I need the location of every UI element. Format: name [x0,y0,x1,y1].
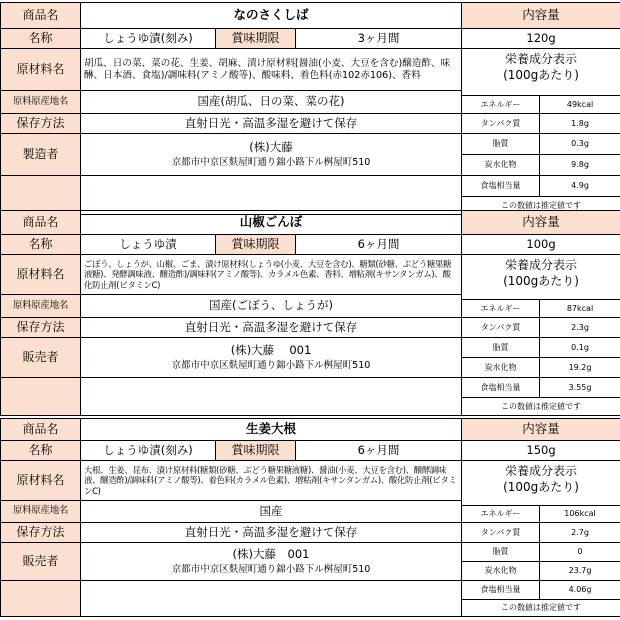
nutrition-value: 106kcal [540,506,620,523]
origin-value: 国産(ごぼう、しょうが) [81,295,462,318]
nutrition-name: 炭水化物 [462,358,540,378]
nutrition-value: 0 [540,543,620,562]
nutrition-basis: (100gあたり) [503,274,579,289]
capacity-value: 120g [462,29,620,49]
nutrition-name: 炭水化物 [462,562,540,581]
maker-address: 京都市中京区麩屋町通り錦小路下ル桝屋町510 [171,563,371,575]
product-name: 山椒ごんぼ [81,211,462,235]
empty-cell [81,378,462,416]
product-name-label: 商品名 [1,419,81,441]
empty-cell [1,378,81,416]
maker-label: 製造者 [1,134,81,176]
expiry-value: 3ヶ月間 [296,29,462,49]
category-value: しょうゆ漬(刻み) [81,29,216,49]
nutrition-title: 栄養成分表示 [505,52,578,66]
ingredients-text: 胡瓜、日の菜、菜の花、生姜、胡麻、漬け原材料[醤油(小麦、大豆を含む)醸造酢、味醂、日本酒、食塩)/調味料(アミノ酸等)、酸味料、着色料(赤102赤106)、香料 [81,49,462,91]
nutrition-name: エネルギー [462,506,540,523]
maker-address: 京都市中京区麩屋町通り錦小路下ル桝屋町510 [171,359,371,371]
food-label-2 [0,210,620,416]
product-name-label: 商品名 [1,3,81,29]
nutrition-name: タンパク質 [462,114,540,134]
category-value: しょうゆ漬(刻み) [81,441,216,461]
product-name: なのさくしば [81,3,462,29]
category-label: 名称 [1,235,81,255]
maker-name: (株)大藤 001 [232,547,310,562]
expiry-label: 賞味期限 [216,441,296,461]
nutrition-title: 栄養成分表示 [505,258,578,272]
nutrition-name: 食塩相当量 [462,378,540,398]
ingredients-text: ごぼう、しょうが、山椒、ごま、漬け原材料(しょうゆ(小麦、大豆を含む)、糖類(砂糖、ぶどう糖果糖液糖)、発酵調味液、醸造酢)/調味料(アミノ酸等)、カラメル色素、香料、増粘剤(キサンタンガム)、酸化防止剤(ビタミンC) [81,255,462,295]
nutrition-name: 脂質 [462,134,540,155]
nutrition-name: 炭水化物 [462,155,540,176]
nutrition-value: 0.1g [540,338,620,358]
nutrition-heading [462,255,620,300]
ingredients-label: 原材料名 [1,255,81,295]
nutrition-value: 2.3g [540,318,620,338]
maker-name: (株)大藤 001 [230,343,312,358]
nutrition-title: 栄養成分表示 [505,464,578,478]
nutrition-value: 2.7g [540,523,620,543]
maker-label: 販売者 [1,543,81,581]
storage-value: 直射日光・高温多湿を避けて保存 [81,523,462,543]
expiry-value: 6ヶ月間 [296,441,462,461]
nutrition-value: 9.8g [540,155,620,176]
category-label: 名称 [1,29,81,49]
nutrition-note: この数値は推定値です [462,398,620,416]
capacity-value: 100g [462,235,620,255]
food-label-3 [0,418,620,617]
nutrition-name: 食塩相当量 [462,581,540,600]
ingredients-label: 原材料名 [1,461,81,501]
maker-info [81,134,462,176]
origin-value: 国産(胡瓜、日の菜、菜の花) [81,91,462,114]
empty-cell [81,176,462,215]
category-value: しょうゆ漬 [81,235,216,255]
expiry-value: 6ヶ月間 [296,235,462,255]
empty-cell [1,176,81,215]
nutrition-value: 23.7g [540,562,620,581]
origin-value: 国産 [81,501,462,523]
nutrition-name: タンパク質 [462,523,540,543]
expiry-label: 賞味期限 [216,235,296,255]
storage-value: 直射日光・高温多湿を避けて保存 [81,114,462,134]
capacity-label: 内容量 [462,3,620,29]
maker-name: (株)大藤 [249,140,293,155]
nutrition-value: 1.8g [540,114,620,134]
ingredients-text: 大根、生姜、昆布、漬け原材料(糖類(砂糖、ぶどう糖果糖液糖)、醤油(小麦、大豆を含む)、醸酵調味液、醸造酢)/調味料(アミノ酸等)、着色料(カラメル色素)、増粘剤(キサンタンガム)、酸化防止剤(ビタミンC) [81,461,462,501]
expiry-label: 賞味期限 [216,29,296,49]
capacity-label: 内容量 [462,419,620,441]
origin-label: 原料原産地名 [1,91,81,114]
nutrition-name: 脂質 [462,338,540,358]
empty-cell [1,581,81,617]
product-name: 生姜大根 [81,419,462,441]
nutrition-note: この数値は推定値です [462,600,620,617]
category-label: 名称 [1,441,81,461]
maker-address: 京都市中京区麩屋町通り錦小路下ル桝屋町510 [171,156,371,168]
nutrition-basis: (100gあたり) [503,68,579,83]
nutrition-heading [462,49,620,96]
storage-label: 保存方法 [1,523,81,543]
origin-label: 原料原産地名 [1,501,81,523]
nutrition-value: 49kcal [540,96,620,114]
capacity-label: 内容量 [462,211,620,235]
maker-label: 販売者 [1,338,81,378]
empty-cell [81,581,462,617]
nutrition-name: 脂質 [462,543,540,562]
storage-value: 直射日光・高温多湿を避けて保存 [81,318,462,338]
nutrition-basis: (100gあたり) [503,480,579,495]
nutrition-name: エネルギー [462,96,540,114]
ingredients-label: 原材料名 [1,49,81,91]
storage-label: 保存方法 [1,318,81,338]
nutrition-name: タンパク質 [462,318,540,338]
nutrition-heading [462,461,620,506]
origin-label: 原料原産地名 [1,295,81,318]
nutrition-value: 3.55g [540,378,620,398]
nutrition-value: 87kcal [540,300,620,318]
maker-info [81,338,462,378]
storage-label: 保存方法 [1,114,81,134]
maker-info [81,543,462,581]
nutrition-note: この数値は推定値です [462,197,620,215]
nutrition-value: 19.2g [540,358,620,378]
nutrition-value: 4.9g [540,176,620,197]
food-label-1 [0,2,620,215]
nutrition-value: 0.3g [540,134,620,155]
capacity-value: 150g [462,441,620,461]
nutrition-value: 4.06g [540,581,620,600]
nutrition-name: エネルギー [462,300,540,318]
nutrition-name: 食塩相当量 [462,176,540,197]
product-name-label: 商品名 [1,211,81,235]
